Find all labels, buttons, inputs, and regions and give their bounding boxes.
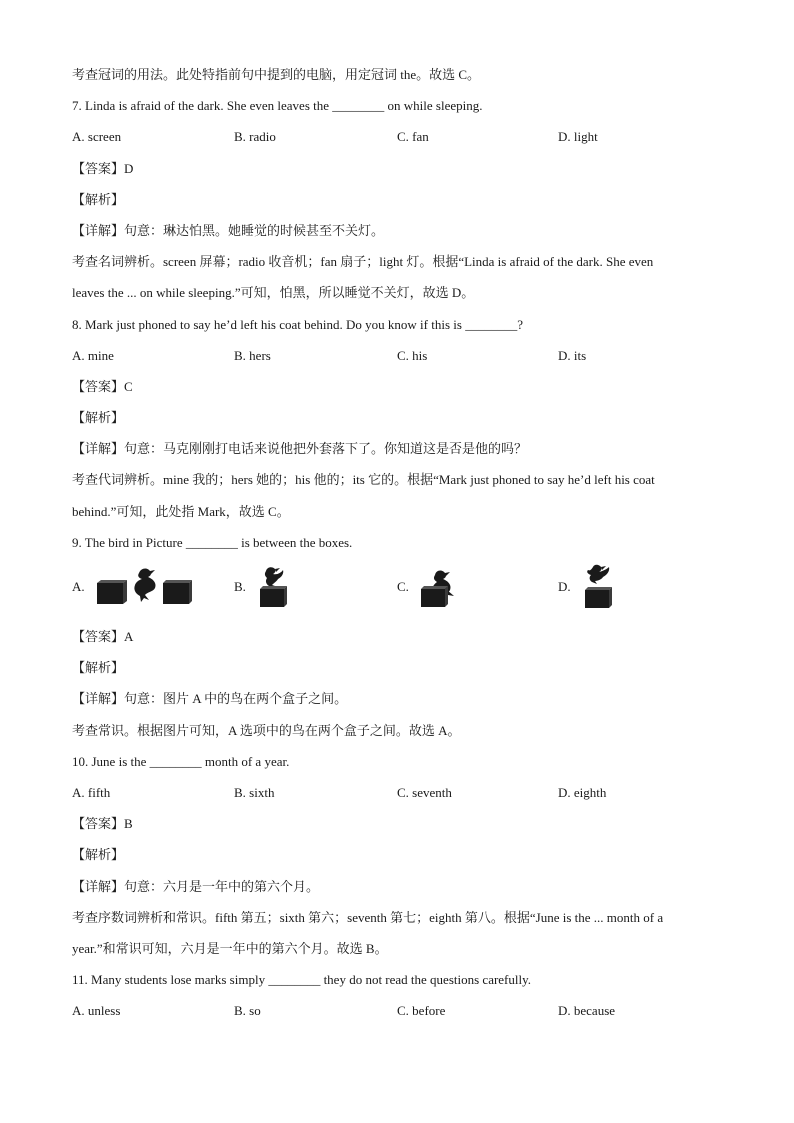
explanation-10-line-2: year.”和常识可知，六月是一年中的第六个月。故选 B。 [72,940,388,956]
option-c[interactable] [397,562,459,612]
question-11: 11. Many students lose marks simply ________ they do not read the questions carefully. [72,972,532,988]
option-c-label: C. [397,579,409,594]
analysis-heading-7: 【解析】 [72,191,125,207]
bird-on-box-picture [256,565,292,609]
bird-between-boxes-picture [95,567,193,607]
explanation-8-line-2: behind.”可知，此处指 Mark，故选 C。 [72,503,290,519]
option-b[interactable]: B. radio [234,129,276,145]
bird-behind-box-picture [419,565,459,609]
detail-10: 【详解】句意：六月是一年中的第六个月。 [72,878,320,894]
question-9-picture-options [72,562,732,625]
option-b[interactable] [234,562,292,612]
question-8: 8. Mark just phoned to say he’d left his coat behind. Do you know if this is ________? [72,316,523,332]
option-a[interactable]: A. unless [72,1003,121,1019]
answer-10: 【答案】B [72,816,133,832]
question-10-options [72,781,732,812]
option-d[interactable]: D. its [558,347,587,363]
option-b[interactable]: B. sixth [234,784,275,800]
detail-8: 【详解】句意：马克刚刚打电话来说他把外套落下了。你知道这是否是他的吗？ [72,441,528,457]
detail-7: 【详解】句意：琳达怕黑。她睡觉的时候甚至不关灯。 [72,222,385,238]
explanation-9: 考查常识。根据图片可知，A 选项中的鸟在两个盒子之间。故选 A。 [72,722,461,738]
answer-9: 【答案】A [72,629,134,644]
option-d[interactable] [558,562,617,612]
document-page [72,63,732,1030]
question-7: 7. Linda is afraid of the dark. She even leaves the ________ on while sleeping. [72,98,483,114]
option-a[interactable]: A. fifth [72,784,111,800]
explanation-7-line-2: leaves the ... on while sleeping.”可知，怕黑，所以睡觉不关灯，故选 D。 [72,285,475,301]
answer-8: 【答案】C [72,378,133,394]
analysis-heading-8: 【解析】 [72,410,125,426]
option-a[interactable] [72,562,193,612]
question-10: 10. June is the ________ month of a year. [72,753,290,769]
option-a-label: A. [72,579,85,594]
answer-7: 【答案】D [72,160,134,176]
explanation-7-line-1: 考查名词辨析。screen 屏幕；radio 收音机；fan 扇子；light 灯。根据“Linda is afraid of the dark. She even [72,254,654,270]
analysis-heading-9: 【解析】 [72,660,125,676]
explanation-8-line-1: 考查代词辨析。mine 我的；hers 她的；his 他的；its 它的。根据“Mark just phoned to say he’d left his coat [72,472,655,488]
option-d[interactable]: D. eighth [558,784,607,800]
option-c[interactable]: C. seventh [397,784,452,800]
option-a[interactable]: A. mine [72,347,114,363]
option-d[interactable]: D. light [558,129,598,145]
explanation-line: 考查冠词的用法。此处特指前句中提到的电脑，用定冠词 the。故选 C。 [72,67,481,82]
option-a[interactable]: A. screen [72,129,122,145]
option-c[interactable]: C. before [397,1003,446,1019]
analysis-heading-10: 【解析】 [72,847,125,863]
bird-above-box-picture [581,564,617,610]
option-b[interactable]: B. hers [234,347,271,363]
option-d[interactable]: D. because [558,1003,616,1019]
option-c[interactable]: C. fan [397,129,429,145]
question-8-options [72,344,732,375]
question-7-options [72,125,732,156]
option-c[interactable]: C. his [397,347,428,363]
option-d-label: D. [558,579,571,594]
option-b[interactable]: B. so [234,1003,261,1019]
detail-9: 【详解】句意：图片 A 中的鸟在两个盒子之间。 [72,691,348,707]
question-9: 9. The bird in Picture ________ is between the boxes. [72,534,353,550]
explanation-10-line-1: 考查序数词辨析和常识。fifth 第五；sixth 第六；seventh 第七；eighth 第八。根据“June is the ... month of a [72,909,664,925]
option-b-label: B. [234,579,246,594]
question-11-options [72,999,732,1030]
